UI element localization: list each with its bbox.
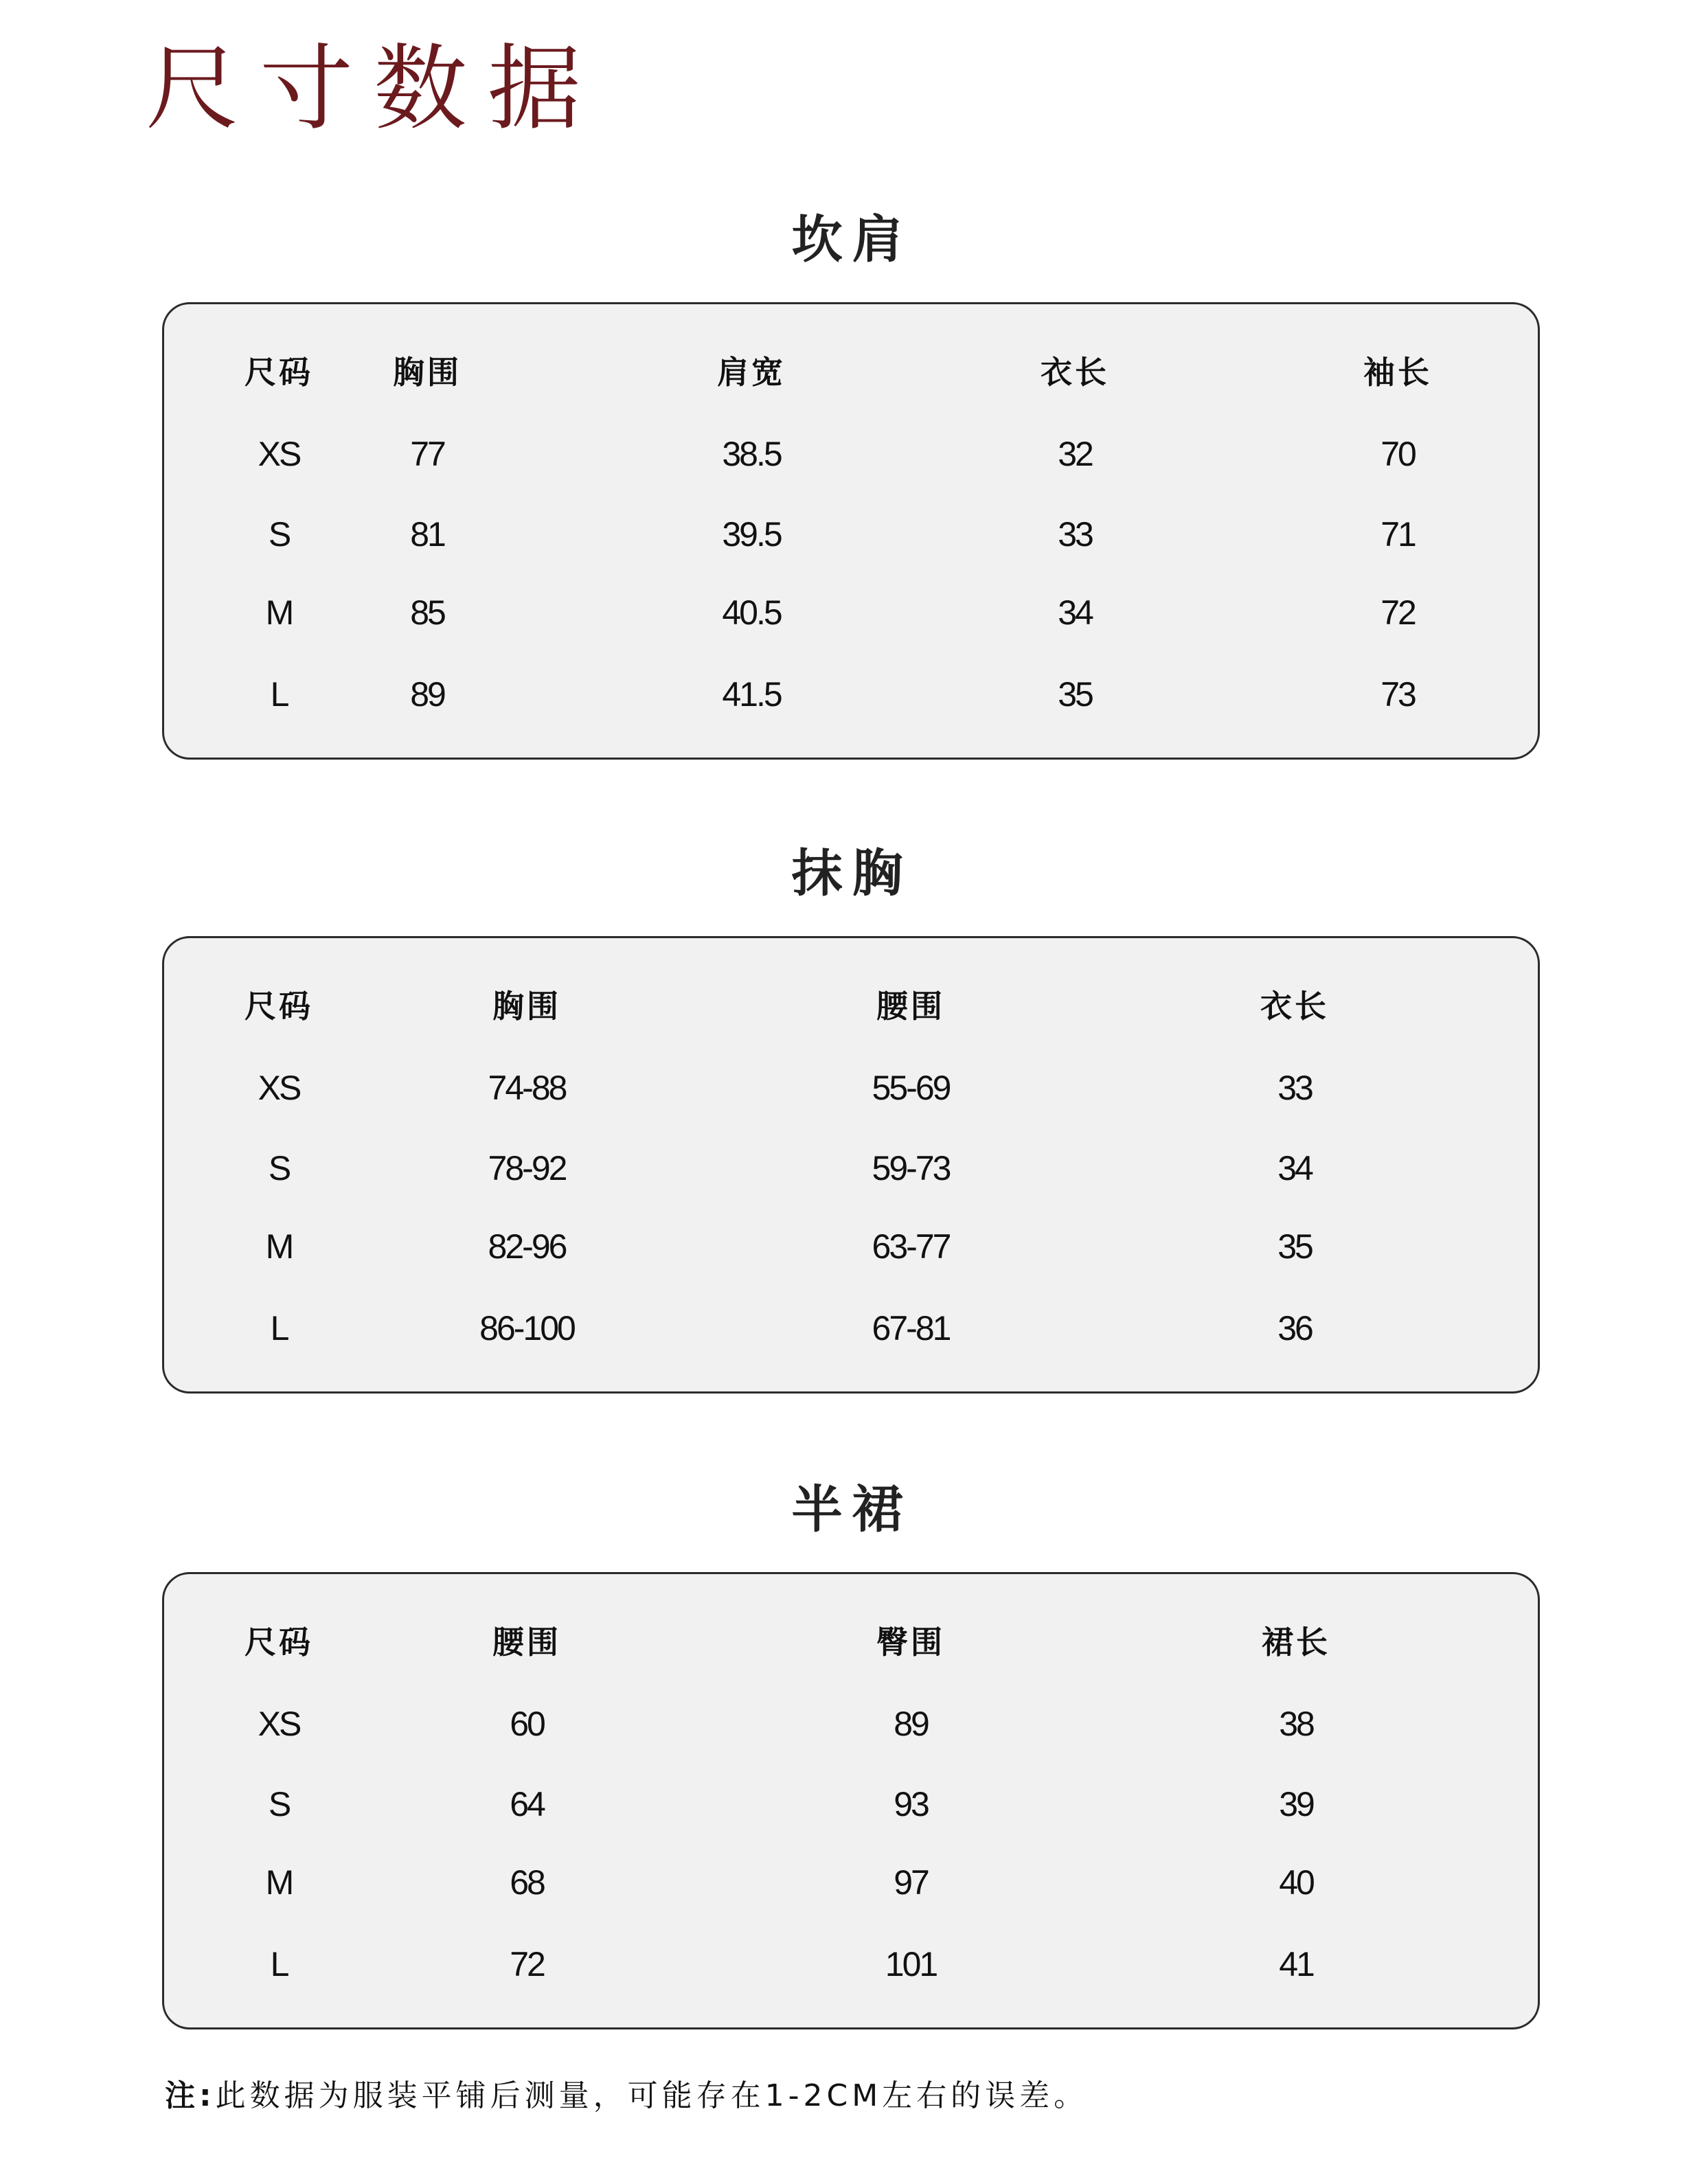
table-cell: 33 <box>1277 1069 1312 1107</box>
header-cell: 裙长 <box>1262 1624 1330 1661</box>
table-cell: 72 <box>510 1945 544 1983</box>
footnote-text: 此数据为服装平铺后测量，可能存在1-2CM左右的误差。 <box>215 2078 1089 2113</box>
header-cell: 尺码 <box>245 1624 313 1661</box>
table-cell: 60 <box>510 1705 544 1743</box>
table-cell: S <box>268 515 290 554</box>
header-cell: 尺码 <box>245 354 313 391</box>
header-cell: 臀围 <box>876 1624 945 1661</box>
table-cell: 97 <box>894 1863 928 1902</box>
table-cell: 32 <box>1058 435 1092 473</box>
table-cell: M <box>265 593 293 632</box>
table-cell: S <box>268 1785 290 1823</box>
table-cell: 70 <box>1381 435 1415 473</box>
size-table-panel <box>162 302 1540 760</box>
footnote-label: 注: <box>165 2078 216 2113</box>
table-cell: M <box>265 1863 293 1902</box>
header-cell: 尺码 <box>245 988 313 1025</box>
table-cell: 93 <box>894 1785 928 1823</box>
footnote <box>165 2078 1089 2113</box>
table-cell: 34 <box>1058 593 1092 632</box>
table-cell: 78-92 <box>488 1149 566 1187</box>
table-cell: 86-100 <box>479 1309 574 1347</box>
table-cell: 39 <box>1279 1785 1313 1823</box>
table-cell: 85 <box>410 593 444 632</box>
header-cell: 衣长 <box>1041 354 1109 391</box>
section-title: 坎肩 <box>791 210 913 269</box>
table-cell: 101 <box>885 1945 937 1983</box>
table-cell: 35 <box>1277 1227 1312 1266</box>
header-cell: 胸围 <box>393 354 462 391</box>
table-cell: 68 <box>510 1863 544 1902</box>
table-cell: 73 <box>1381 675 1415 714</box>
header-cell: 袖长 <box>1363 354 1432 391</box>
table-cell: 34 <box>1277 1149 1312 1187</box>
table-cell: L <box>270 675 288 714</box>
table-cell: 67-81 <box>872 1309 950 1347</box>
table-cell: 38 <box>1279 1705 1313 1743</box>
table-cell: 40 <box>1279 1863 1313 1902</box>
table-cell: 55-69 <box>872 1069 950 1107</box>
table-cell: 77 <box>410 435 444 473</box>
header-cell: 衣长 <box>1260 988 1329 1025</box>
table-cell: 39.5 <box>722 515 781 554</box>
page-title: 尺寸数据 <box>146 35 602 144</box>
table-cell: XS <box>258 1705 300 1743</box>
table-cell: L <box>270 1945 288 1983</box>
table-cell: 81 <box>410 515 444 554</box>
table-cell: XS <box>258 435 300 473</box>
table-cell: 82-96 <box>488 1227 566 1266</box>
header-cell: 腰围 <box>876 988 945 1025</box>
table-cell: 33 <box>1058 515 1092 554</box>
size-table-panel <box>162 936 1540 1394</box>
table-cell: 41.5 <box>722 675 781 714</box>
table-cell: 38.5 <box>722 435 781 473</box>
table-cell: XS <box>258 1069 300 1107</box>
table-cell: L <box>270 1309 288 1347</box>
table-cell: 41 <box>1279 1945 1313 1983</box>
table-cell: S <box>268 1149 290 1187</box>
table-cell: M <box>265 1227 293 1266</box>
table-cell: 89 <box>894 1705 928 1743</box>
header-cell: 胸围 <box>492 988 561 1025</box>
header-cell: 腰围 <box>492 1624 561 1661</box>
table-cell: 64 <box>510 1785 544 1823</box>
table-cell: 36 <box>1277 1309 1312 1347</box>
table-cell: 63-77 <box>872 1227 950 1266</box>
section-title: 半裙 <box>791 1480 913 1539</box>
table-cell: 71 <box>1381 515 1415 554</box>
size-table-panel <box>162 1572 1540 2029</box>
table-cell: 35 <box>1058 675 1092 714</box>
header-cell: 肩宽 <box>717 354 786 391</box>
table-cell: 74-88 <box>488 1069 566 1107</box>
table-cell: 89 <box>410 675 444 714</box>
table-cell: 72 <box>1381 593 1415 632</box>
section-title: 抹胸 <box>791 844 913 903</box>
table-cell: 59-73 <box>872 1149 950 1187</box>
table-cell: 40.5 <box>722 593 781 632</box>
